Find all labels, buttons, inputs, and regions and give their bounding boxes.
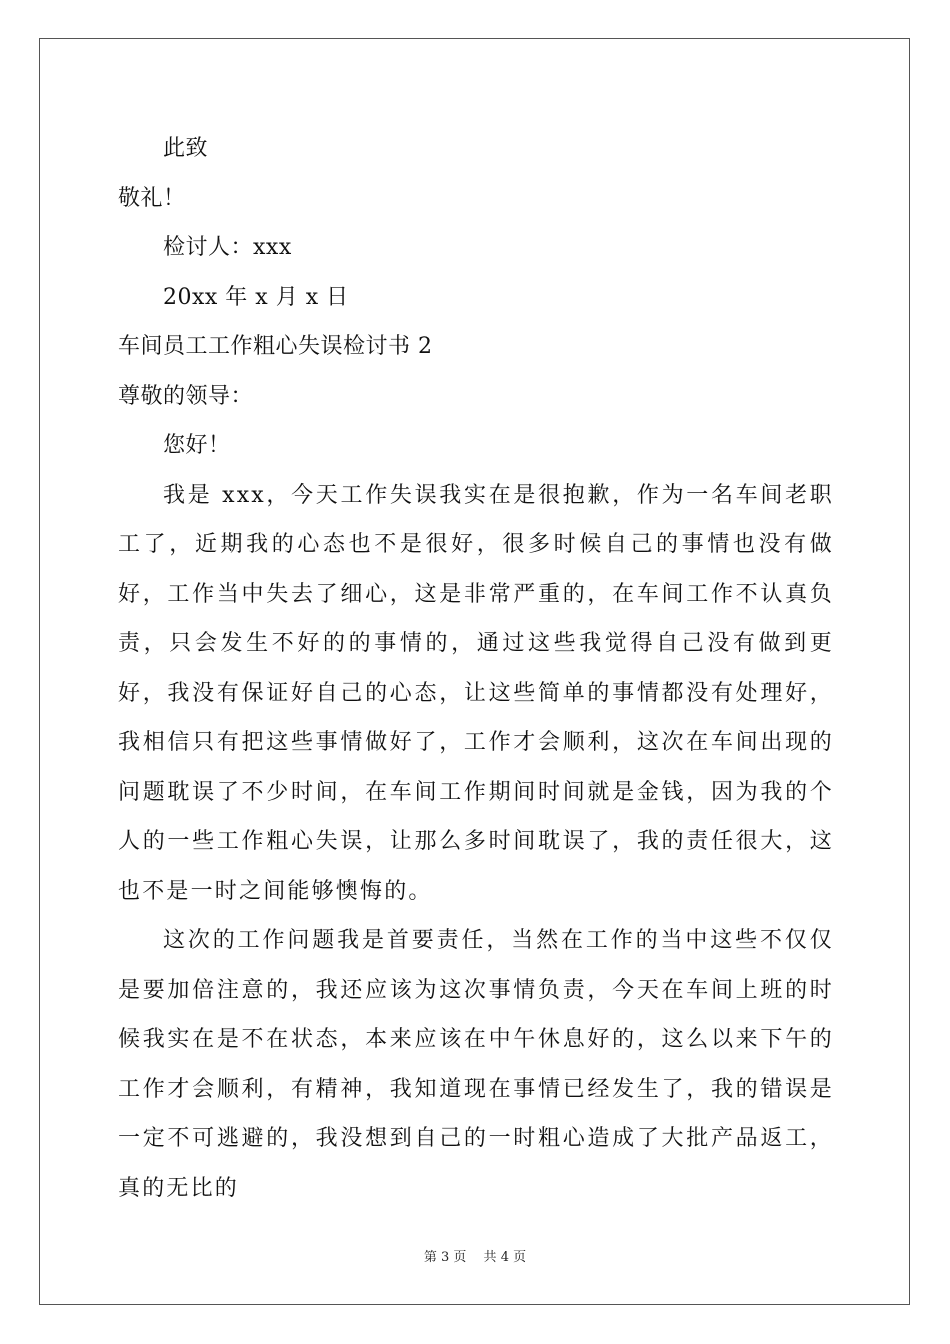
body-paragraph-2: 这次的工作问题我是首要责任，当然在工作的当中这些不仅仅是要加倍注意的，我还应该为这次事情负责，今天在车间上班的时候我实在是不在状态，本来应该在中午休息好的，这么以来下午的工作才会顺利，有精神，我知道现在事情已经发生了，我的错误是一定不可逃避的，我没想到自己的一时粗心造成了大批产品返工，真的无比的: [118, 928, 834, 1201]
document-body: [118, 124, 834, 1213]
recipient-line: 尊敬的领导：: [118, 383, 254, 409]
closing-respect: 敬礼！: [118, 185, 186, 211]
closing-salutation: 此致: [163, 136, 209, 161]
greeting-line: 您好！: [163, 433, 231, 458]
page-footer: 第 3 页 共 4 页: [423, 1250, 527, 1265]
signer-line: 检讨人：xxx: [163, 235, 292, 260]
date-line: 20xx 年 x 月 x 日: [163, 284, 349, 310]
section-title: 车间员工工作粗心失误检讨书 2: [118, 334, 433, 359]
body-paragraph-1: 我是 xxx，今天工作失误我实在是很抱歉，作为一名车间老职工了，近期我的心态也不是很好，很多时候自己的事情也没有做好，工作当中失去了细心，这是非常严重的，在车间工作不认真负责，只会发生不好的的事情的，通过这些我觉得自己没有做到更好，我没有保证好自己的心态，让这些简单的事情都没有处理好，我相信只有把这些事情做好了，工作才会顺利，这次在车间出现的问题耽误了不少时间，在车间工作期间时间就是金钱，因为我的个人的一些工作粗心失误，让那么多时间耽误了，我的责任很大，这也不是一时之间能够懊悔的。: [118, 482, 834, 904]
